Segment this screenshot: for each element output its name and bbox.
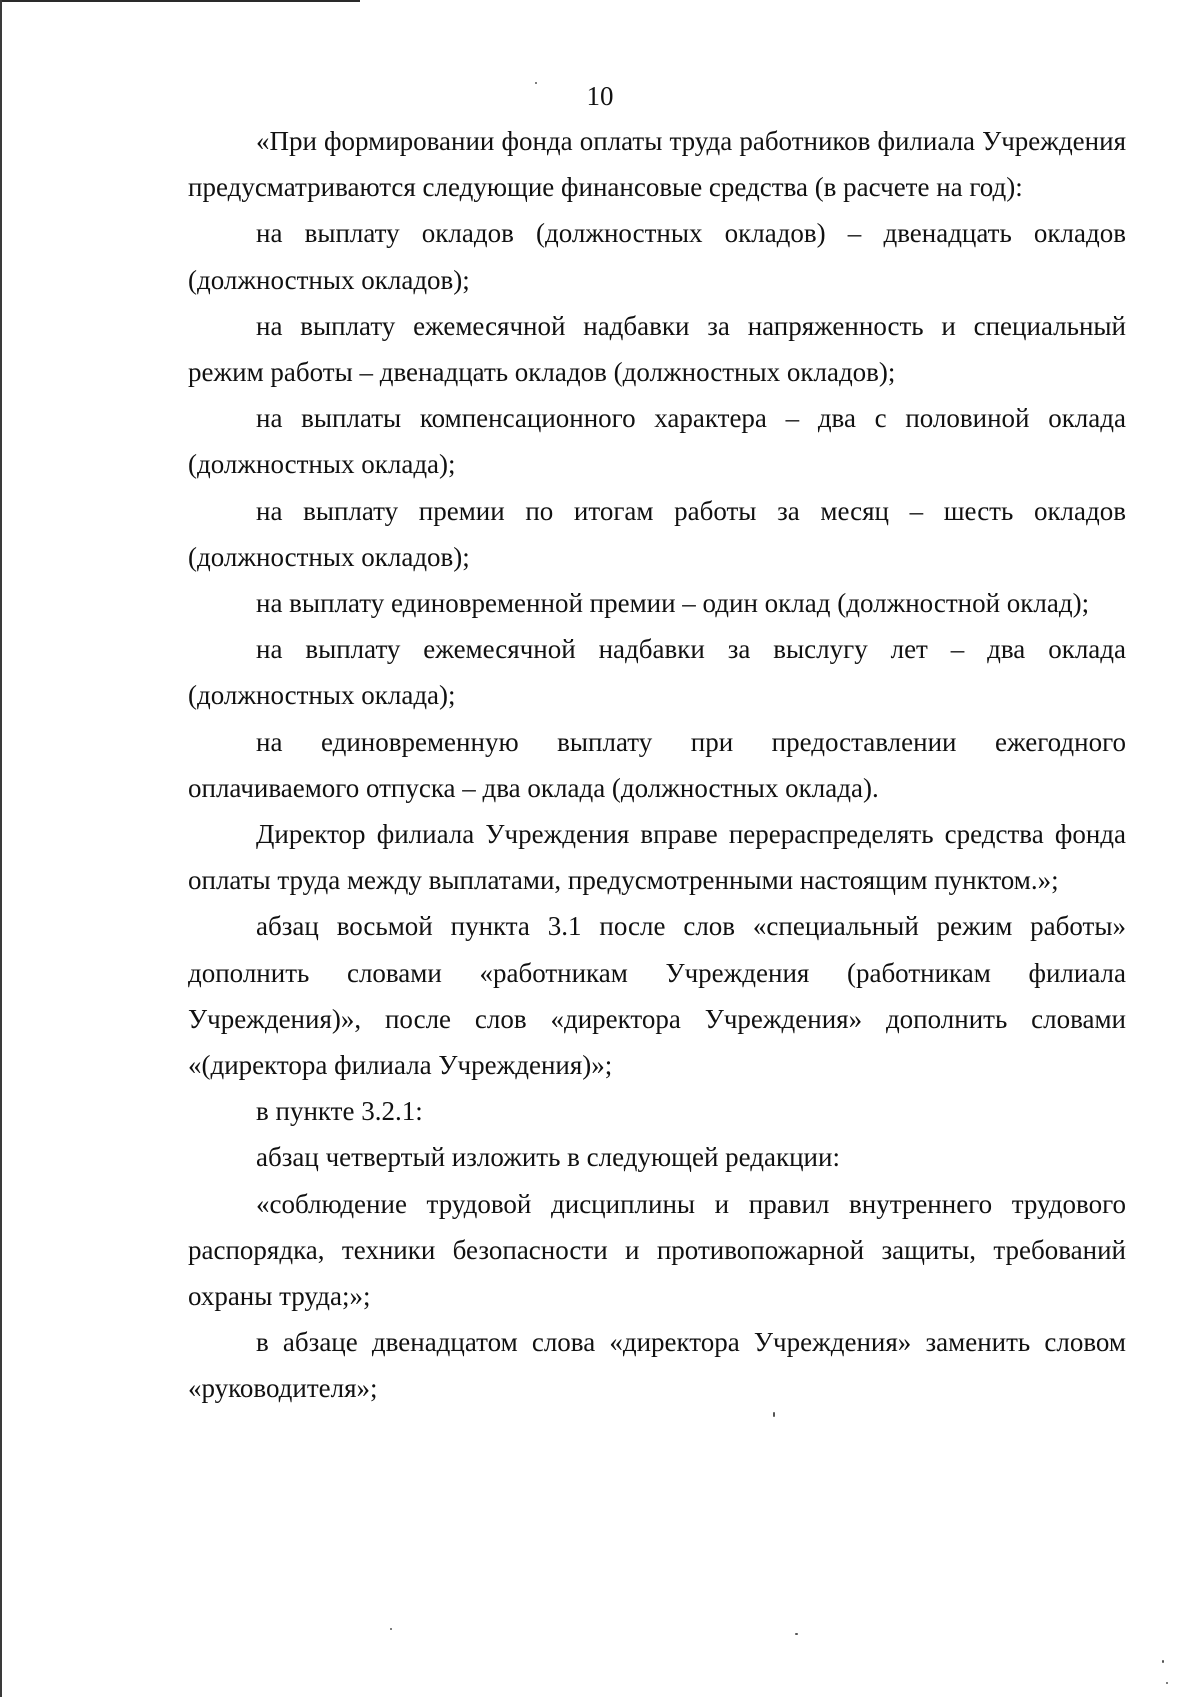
paragraph: Директор филиала Учреждения вправе перераспределять средства фонда оплаты труда между выплатами, предусмотренными настоящим пунктом.»; (188, 819, 1126, 896)
scan-edge-top (0, 0, 360, 2)
paragraph: абзац восьмой пункта 3.1 после слов «специальный режим работы» дополнить словами «работникам Учреждения (работникам филиала Учреждения)», после слов «директора Учреждения» дополнить словами «(директора филиала Учреждения)»; (188, 911, 1126, 1081)
scan-edge-left (0, 0, 2, 1697)
scan-speck (1162, 1660, 1164, 1663)
paragraph: на единовременную выплату при предоставлении ежегодного оплачиваемого отпуска – два оклада (должностных оклада). (188, 726, 1126, 803)
scan-speck (795, 1633, 798, 1635)
paragraph: на выплату премии по итогам работы за месяц – шесть окладов (должностных окладов); (188, 495, 1126, 572)
paragraph: на выплату единовременной премии – один оклад (должностной оклад); (256, 588, 1090, 619)
paragraph: на выплату ежемесячной надбавки за выслугу лет – два оклада (должностных оклада); (188, 634, 1126, 711)
scan-speck (773, 1412, 775, 1417)
paragraph: абзац четвертый изложить в следующей редакции: (256, 1142, 840, 1173)
scan-speck (1166, 1682, 1168, 1684)
scan-speck (390, 1628, 392, 1630)
paragraph: на выплату окладов (должностных окладов) – двенадцать окладов (должностных окладов); (188, 218, 1126, 295)
paragraph: «При формировании фонда оплаты труда работников филиала Учреждения предусматриваются следующие финансовые средства (в расчете на год): (188, 126, 1126, 203)
paragraph: в абзаце двенадцатом слова «директора Учреждения» заменить словом «руководителя»; (188, 1327, 1126, 1404)
page-number: 10 (586, 81, 614, 111)
paragraph: на выплаты компенсационного характера – два с половиной оклада (должностных оклада); (188, 403, 1126, 480)
document-body (188, 118, 1126, 1412)
scan-speck (535, 82, 537, 84)
paragraph: на выплату ежемесячной надбавки за напряженность и специальный режим работы – двенадцать окладов (должностных окладов); (188, 310, 1126, 388)
paragraph: «соблюдение трудовой дисциплины и правил внутреннего трудового распорядка, техники безопасности и противопожарной защиты, требований охраны труда;»; (188, 1188, 1126, 1312)
paragraph: в пункте 3.2.1: (256, 1096, 423, 1127)
